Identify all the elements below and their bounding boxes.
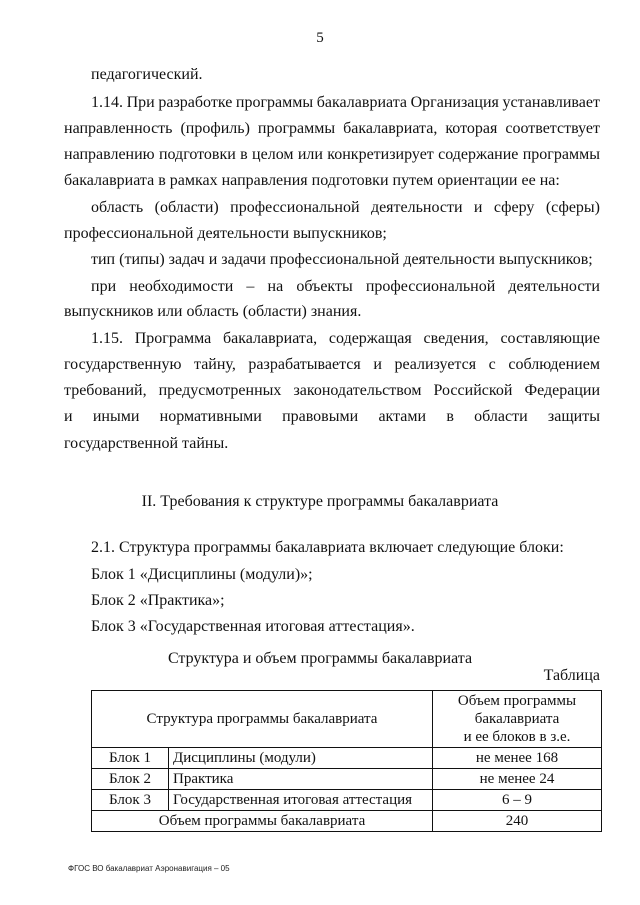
block-name-cell: Практика [169, 769, 433, 790]
word: 1.14. [91, 94, 123, 111]
section-line: Блок 2 «Практика»; [91, 592, 225, 609]
body-line [64, 145, 600, 165]
word: направленность [64, 120, 173, 137]
word: соблюдением [508, 356, 600, 373]
word: деятельности [370, 199, 463, 216]
word: (профиль) [180, 120, 250, 137]
body-line: тип (типы) задач и задачи профессиональной деятельности выпускников; [91, 251, 593, 268]
volume-cell: не менее 24 [433, 769, 602, 790]
word: и [473, 199, 483, 216]
program-structure-table [91, 690, 602, 832]
document-footer: ФГОС ВО бакалавриат Аэронавигация – 05 [68, 864, 230, 873]
word: содержание [438, 146, 519, 163]
section-line: Блок 1 «Дисциплины (модули)»; [91, 566, 313, 583]
word: с [488, 356, 496, 373]
word: профессиональной [365, 278, 496, 295]
word: области [474, 408, 528, 425]
header-volume-line: и ее блоков в з.е. [463, 729, 571, 745]
word: бакалавриата, [343, 120, 438, 137]
body-line: профессиональной деятельности выпускников; [64, 225, 387, 242]
word: (области) [154, 199, 219, 216]
table-header-row [92, 691, 602, 748]
body-line [64, 381, 600, 401]
word: деятельности [508, 278, 600, 295]
word: защиты [547, 408, 600, 425]
word: профессиональной [230, 199, 360, 216]
body-line: государственной тайны. [64, 435, 229, 452]
section-line: 2.1. Структура программы бакалавриата включает следующие блоки: [91, 539, 564, 556]
body-line [91, 277, 600, 297]
word: составляющие [500, 330, 600, 347]
header-volume-line: бакалавриата [474, 711, 560, 727]
word: Организация [410, 94, 499, 111]
page-number: 5 [316, 30, 324, 46]
word: (сферы) [545, 199, 600, 216]
word: программы [257, 120, 336, 137]
header-structure: Структура программы бакалавриата [92, 691, 433, 748]
word: объекты [296, 278, 353, 295]
body-line: бакалавриата в рамках направления подготовки путем ориентации ее на: [64, 172, 560, 189]
table-row [92, 748, 602, 769]
body-line [91, 329, 600, 349]
word: иными [92, 408, 140, 425]
word: соответствует [505, 120, 600, 137]
total-label-cell: Объем программы бакалавриата [92, 811, 433, 832]
table-total-row [92, 811, 602, 832]
word: необходимости [129, 278, 234, 295]
word: сведения, [423, 330, 489, 347]
word: которая [445, 120, 498, 137]
body-line [64, 407, 600, 427]
word: законодательством [293, 382, 422, 399]
word: – [246, 278, 255, 295]
word: сферу [493, 199, 535, 216]
header-volume-line: Объем программы [457, 693, 577, 709]
word: При [126, 94, 155, 111]
table-row [92, 790, 602, 811]
table-row [92, 769, 602, 790]
header-volume [433, 691, 602, 748]
section-heading: II. Требования к структуре программы бакалавриата [141, 493, 499, 510]
word: направлению [64, 146, 155, 163]
block-cell: Блок 1 [92, 748, 169, 769]
body-line: педагогический. [91, 66, 203, 83]
body-line: выпускников или область (области) знания. [64, 303, 362, 320]
word: и [64, 408, 73, 425]
word: на [267, 278, 284, 295]
word: разработке [158, 94, 233, 111]
word: в [446, 408, 454, 425]
body-line [91, 198, 600, 218]
word: Программа [134, 330, 212, 347]
word: Российской [433, 382, 513, 399]
word: подготовки [158, 146, 236, 163]
total-value-cell: 240 [433, 811, 602, 832]
block-cell: Блок 2 [92, 769, 169, 790]
body-line [64, 119, 600, 139]
block-cell: Блок 3 [92, 790, 169, 811]
word: разрабатывается [248, 356, 361, 373]
word: нормативными [159, 408, 262, 425]
table-title: Структура и объем программы бакалавриата [167, 650, 473, 667]
word: реализуется [394, 356, 477, 373]
word: тайну, [194, 356, 236, 373]
body-line [64, 355, 600, 375]
word: в [240, 146, 248, 163]
word: правовыми [282, 408, 359, 425]
word: предусмотренных [158, 382, 282, 399]
word: целом [252, 146, 294, 163]
word: конкретизирует [327, 146, 434, 163]
word: устанавливает [502, 94, 600, 111]
word: при [91, 278, 117, 295]
word: или [297, 146, 323, 163]
body-line [91, 93, 600, 113]
word: требований, [64, 382, 147, 399]
word: программы [522, 146, 600, 163]
word: бакалавриата, [222, 330, 318, 347]
word: бакалавриата [316, 94, 407, 111]
table-label: Таблица [543, 667, 600, 684]
volume-cell: не менее 168 [433, 748, 602, 769]
block-name-cell: Дисциплины (модули) [169, 748, 433, 769]
word: актами [378, 408, 427, 425]
word: область [91, 199, 144, 216]
word: и [373, 356, 382, 373]
volume-cell: 6 – 9 [433, 790, 602, 811]
word: 1.15. [91, 330, 123, 347]
word: государственную [64, 356, 182, 373]
section-line: Блок 3 «Государственная итоговая аттестация». [91, 618, 415, 635]
word: Федерации [524, 382, 600, 399]
word: программы [235, 94, 314, 111]
block-name-cell: Государственная итоговая аттестация [169, 790, 433, 811]
word: содержащая [328, 330, 412, 347]
